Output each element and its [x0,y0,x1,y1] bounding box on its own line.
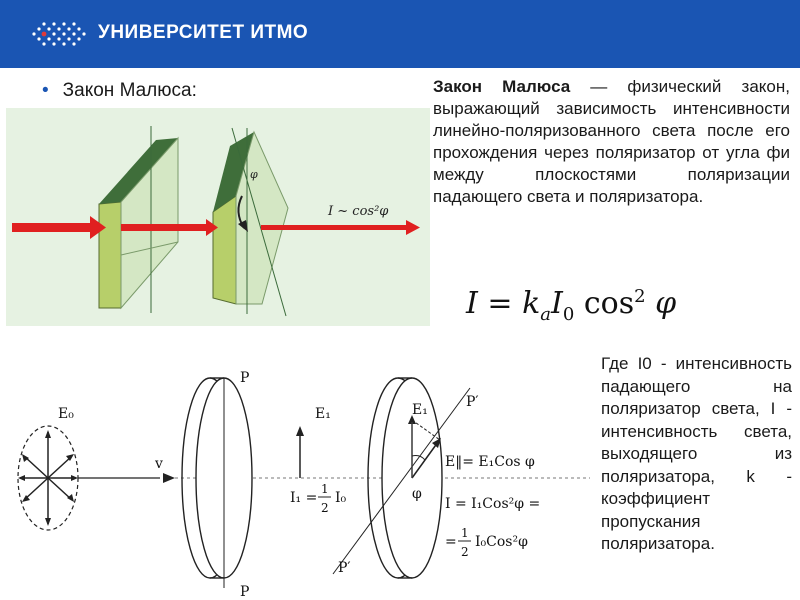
malus-formula [466,286,676,325]
illustration-formula: I ~ cos²φ [328,204,389,219]
formula-i0-sub: 0 [562,304,575,325]
where-explanation: Где I0 - интенсивность падающего на поляризатор света, I - интенсивность света, выходящего из поляризатора, k - коэффициент пропускания поляризатора. [601,354,792,553]
law-term: Закон Малюса [433,77,571,96]
e1-right-label: E₁ [412,402,428,418]
formula-k-sub: a [540,304,551,325]
formula-lhs: I [466,286,478,321]
law-description [433,76,790,208]
frac2-num: 1 [461,526,469,540]
frac-den: 2 [321,501,329,515]
formula-i0: I [551,286,563,321]
formula-cos-sup: 2 [634,286,646,307]
i1-rhs: I₀ [335,490,347,506]
angle-label: φ [250,168,258,181]
p-prime-bottom-label: P′ [338,560,351,576]
brand-title: УНИВЕРСИТЕТ ИТМО [98,22,309,43]
p-prime-top-label: P′ [466,394,479,410]
frac2-den: 2 [461,545,469,559]
polarizer-illustration [6,108,430,326]
formula-cos: cos [574,286,635,321]
itmo-logo-icon [30,20,90,48]
e-par-label: E‖= E₁Cos φ [445,454,535,470]
bullet-dot-icon: • [42,80,49,101]
i-eq2-rhs: I₀Cos²φ [475,534,528,550]
p-top-label: P [240,370,250,386]
formula-eq: = [477,286,523,321]
formula-k: k [522,286,541,321]
law-text: — физический закон, выражающий зависимость интенсивности линейно-поляризованного света после его прохождения через поляризатор от угла фи между плоскостями поляризации падающего света и поляризатора. [433,77,790,206]
header-bar [0,0,800,68]
e1-mid-label: E₁ [315,406,331,422]
v-label: v [155,456,163,472]
malus-diagram [0,360,600,600]
i1-lhs: I₁ = [290,490,318,506]
e0-label: E₀ [58,406,74,422]
formula-phi: φ [645,286,677,321]
bullet-item [42,80,197,102]
p-bottom-label: P [240,584,250,600]
bullet-text: Закон Малюса: [62,80,197,101]
i-eq2-lhs: = [445,534,457,550]
phi-label: φ [412,486,422,502]
i-eq1: I = I₁Cos²φ = [445,496,541,512]
frac-num: 1 [321,482,329,496]
